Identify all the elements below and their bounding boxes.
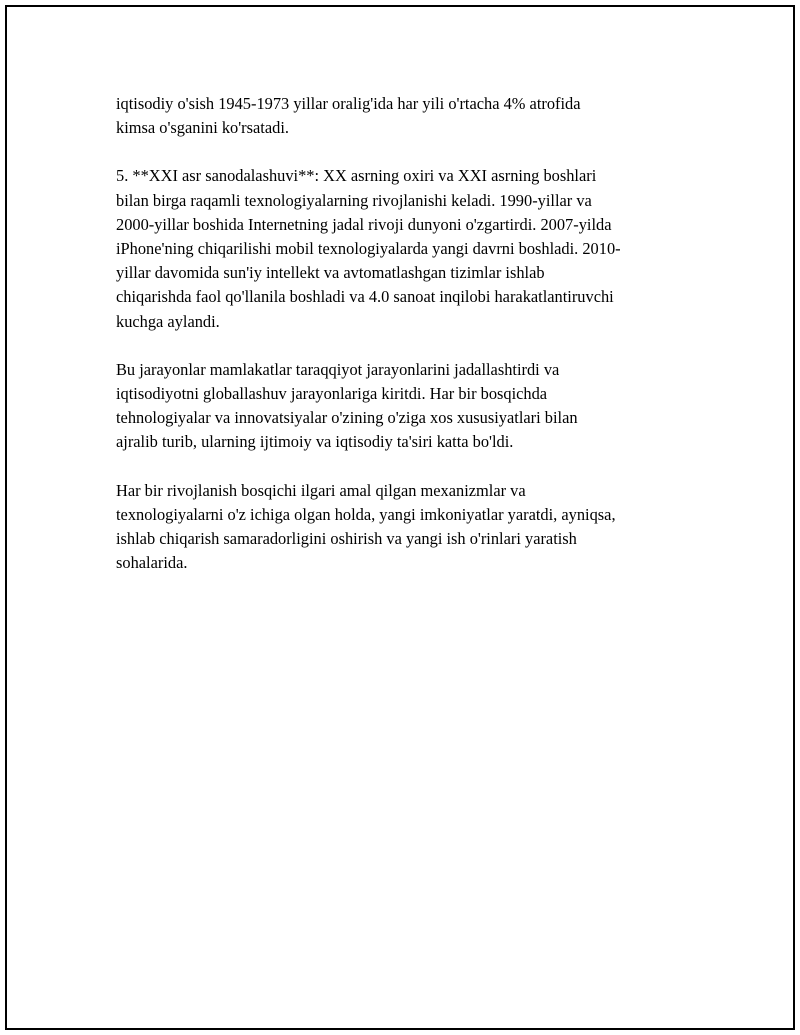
paragraph-line: kuchga aylandi. <box>116 311 220 331</box>
paragraph-line: Bu jarayonlar mamlakatlar taraqqiyot jarayonlarini jadallashtirdi va <box>116 359 560 379</box>
paragraph-line: iqtisodiy o'sish 1945-1973 yillar oralig'ida har yili o'rtacha 4% atrofida <box>116 94 581 113</box>
paragraph-line: tehnologiyalar va innovatsiyalar o'zining o'ziga xos xususiyatlari bilan <box>116 408 578 428</box>
paragraph-line: ajralib turib, ularning ijtimoiy va iqtisodiy ta'siri katta bo'ldi. <box>116 432 514 452</box>
paragraph-line: texnologiyalarni o'z ichiga olgan holda, yangi imkoniyatlar yaratdi, ayniqsa, <box>116 504 616 524</box>
paragraph-line: ishlab chiqarish samaradorligini oshirish va yangi ish o'rinlari yaratish <box>116 529 577 549</box>
paragraph-line: bilan birga raqamli texnologiyalarning rivojlanishi keladi. 1990-yillar va <box>116 190 592 210</box>
paragraph-line: chiqarishda faol qo'llanila boshladi va 4.0 sanoat inqilobi harakatlantiruvchi <box>116 287 614 307</box>
paragraph-line: sohalarida. <box>116 553 188 573</box>
paragraph-line: yillar davomida sun'iy intellekt va avtomatlashgan tizimlar ishlab <box>116 263 545 283</box>
paragraph-line: 2000-yillar boshida Internetning jadal rivoji dunyoni o'zgartirdi. 2007-yilda <box>116 214 612 234</box>
document-body <box>116 92 696 599</box>
paragraph-3 <box>116 358 696 455</box>
paragraph-1 <box>116 92 696 140</box>
paragraph-line: Har bir rivojlanish bosqichi ilgari amal qilgan mexanizmlar va <box>116 480 526 500</box>
paragraph-line: kimsa o'sganini ko'rsatadi. <box>116 118 289 138</box>
paragraph-line: iqtisodiyotni globallashuv jarayonlariga kiritdi. Har bir bosqichda <box>116 384 548 404</box>
paragraph-2 <box>116 164 696 333</box>
paragraph-4 <box>116 479 696 576</box>
paragraph-line: 5. **XXI asr sanodalashuvi**: XX asrning oxiri va XXI asrning boshlari <box>116 166 597 186</box>
paragraph-line: iPhone'ning chiqarilishi mobil texnologiyalarda yangi davrni boshladi. 2010- <box>116 239 621 259</box>
